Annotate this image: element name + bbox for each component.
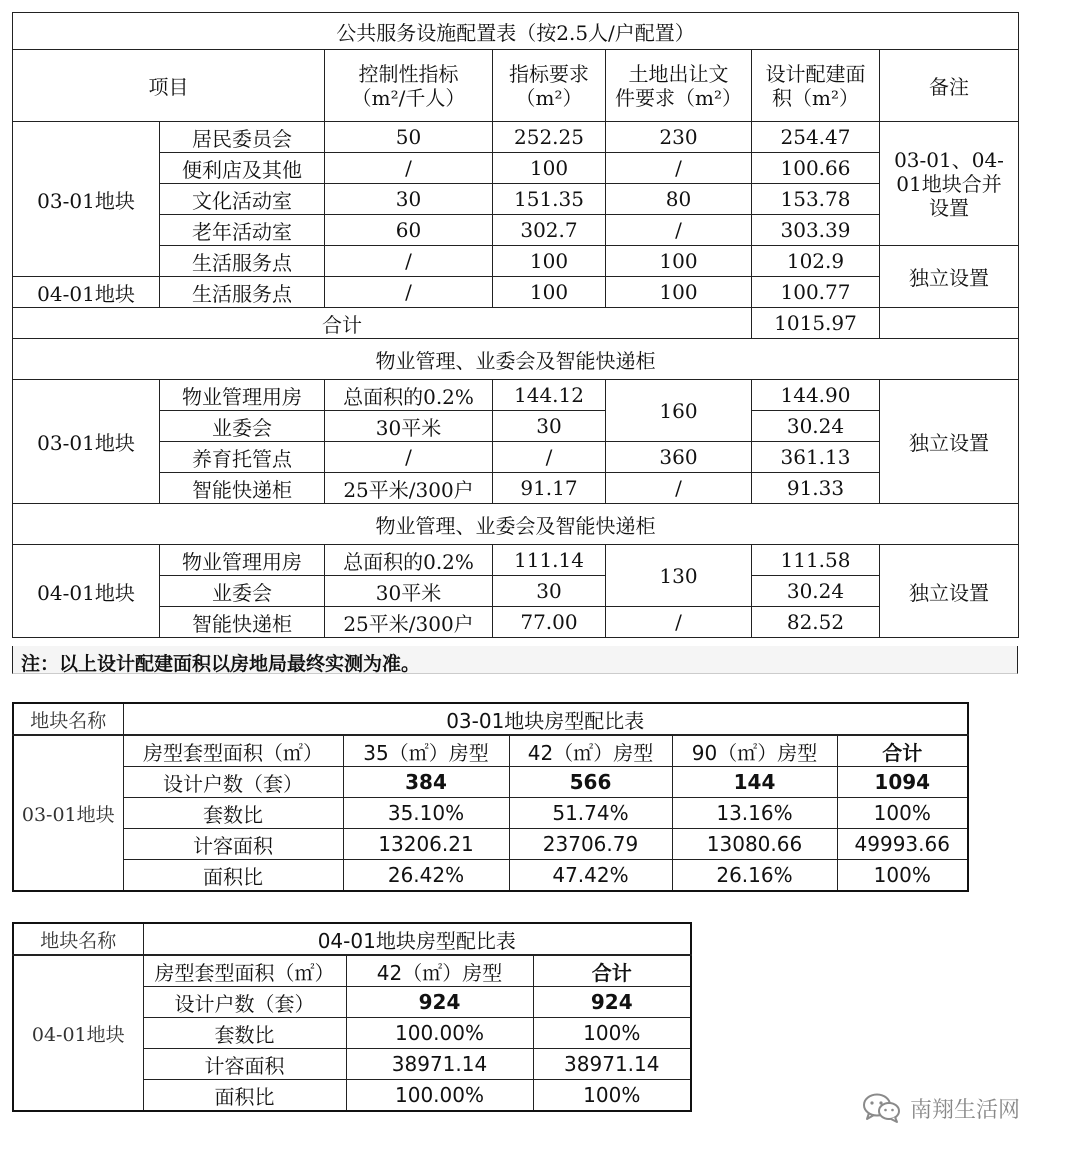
control-value: 25平米/300户 (325, 607, 493, 638)
corner-label: 地块名称 (13, 923, 143, 955)
design-value: 254.47 (752, 122, 880, 153)
cell-value: 13080.66 (672, 829, 837, 860)
table-row (13, 473, 1019, 504)
table-row (13, 767, 968, 798)
land-value: 230 (606, 122, 752, 153)
row-header: 设计户数（套） (143, 987, 346, 1018)
requirement-value: 100 (493, 277, 606, 308)
cell-value: 38971.14 (346, 1049, 533, 1080)
plot-label: 03-01地块 (13, 380, 160, 504)
design-value: 153.78 (752, 184, 880, 215)
table-row (13, 576, 1019, 607)
requirement-value: 100 (493, 246, 606, 277)
land-value: 360 (606, 442, 752, 473)
requirement-value: 252.25 (493, 122, 606, 153)
cell-value: 566 (509, 767, 672, 798)
land-value: 130 (606, 545, 752, 607)
cell-value: 100% (837, 860, 968, 892)
facility-name: 居民委员会 (160, 122, 325, 153)
table-row (13, 798, 968, 829)
cell-value: 1094 (837, 767, 968, 798)
land-value: 100 (606, 277, 752, 308)
control-value: / (325, 442, 493, 473)
land-value: 80 (606, 184, 752, 215)
table-row (13, 122, 1019, 153)
requirement-value: 151.35 (493, 184, 606, 215)
table-row (13, 829, 968, 860)
design-value: 30.24 (752, 411, 880, 442)
table-row (13, 153, 1019, 184)
requirement-value: 111.14 (493, 545, 606, 576)
plot-label: 04-01地块 (13, 955, 143, 1111)
table-title: 公共服务设施配置表（按2.5人/户配置） (13, 13, 1019, 50)
facility-name: 文化活动室 (160, 184, 325, 215)
corner-label: 地块名称 (13, 703, 123, 735)
row-header: 面积比 (123, 860, 343, 892)
table-row (13, 411, 1019, 442)
column-header: 90（㎡）房型 (672, 735, 837, 767)
design-value: 82.52 (752, 607, 880, 638)
table-row (13, 735, 968, 767)
cell-value: 23706.79 (509, 829, 672, 860)
table-title: 03-01地块房型配比表 (123, 703, 968, 735)
column-header: 35（㎡）房型 (343, 735, 509, 767)
control-value: 30 (325, 184, 493, 215)
facility-name: 便利店及其他 (160, 153, 325, 184)
land-value: 100 (606, 246, 752, 277)
control-value: / (325, 246, 493, 277)
land-value: / (606, 153, 752, 184)
total-remark-empty (880, 308, 1019, 339)
column-header: 42（㎡）房型 (509, 735, 672, 767)
unit-mix-table-0401 (12, 922, 692, 1112)
facility-name: 生活服务点 (160, 277, 325, 308)
table-row (13, 246, 1019, 277)
remark-independent: 独立设置 (880, 246, 1019, 308)
control-value: 50 (325, 122, 493, 153)
control-value: 25平米/300户 (325, 473, 493, 504)
row-header: 套数比 (143, 1018, 346, 1049)
facility-name: 物业管理用房 (160, 380, 325, 411)
requirement-value: 302.7 (493, 215, 606, 246)
unit-mix-table-0301 (12, 702, 969, 892)
design-value: 144.90 (752, 380, 880, 411)
section-title: 物业管理、业委会及智能快递柜 (13, 339, 1019, 380)
design-value: 30.24 (752, 576, 880, 607)
design-value: 361.13 (752, 442, 880, 473)
table-row (13, 215, 1019, 246)
control-value: / (325, 153, 493, 184)
cell-value: 26.42% (343, 860, 509, 892)
wechat-icon (862, 1092, 902, 1124)
control-value: 总面积的0.2% (325, 380, 493, 411)
cell-value: 13206.21 (343, 829, 509, 860)
facility-name: 老年活动室 (160, 215, 325, 246)
control-value: 60 (325, 215, 493, 246)
cell-value: 100.00% (346, 1080, 533, 1112)
column-header-total: 合计 (837, 735, 968, 767)
cell-value: 384 (343, 767, 509, 798)
remark-independent: 独立设置 (880, 380, 1019, 504)
requirement-value: / (493, 442, 606, 473)
header-remark: 备注 (880, 50, 1019, 122)
facility-name: 生活服务点 (160, 246, 325, 277)
header-control: 控制性指标 （m²/千人） (325, 50, 493, 122)
design-value: 303.39 (752, 215, 880, 246)
public-facilities-table (12, 12, 1019, 638)
table-row (13, 277, 1019, 308)
row-header: 计容面积 (143, 1049, 346, 1080)
table-title: 04-01地块房型配比表 (143, 923, 691, 955)
requirement-value: 77.00 (493, 607, 606, 638)
plot-label: 03-01地块 (13, 122, 160, 277)
row-header: 房型套型面积（㎡） (123, 735, 343, 767)
table-row (13, 380, 1019, 411)
watermark (862, 1092, 1020, 1124)
land-value: / (606, 473, 752, 504)
plot-label: 04-01地块 (13, 277, 160, 308)
note-box (12, 646, 1018, 674)
header-land-transfer: 土地出让文 件要求（m²） (606, 50, 752, 122)
watermark-text: 南翔生活网 (910, 1097, 1021, 1123)
facility-name: 智能快递柜 (160, 473, 325, 504)
cell-value: 38971.14 (533, 1049, 691, 1080)
plot-label: 03-01地块 (13, 735, 123, 891)
land-value: / (606, 607, 752, 638)
header-requirement: 指标要求 （m²） (493, 50, 606, 122)
design-value: 102.9 (752, 246, 880, 277)
cell-value: 26.16% (672, 860, 837, 892)
control-value: 总面积的0.2% (325, 545, 493, 576)
facility-name: 业委会 (160, 411, 325, 442)
plot-label: 04-01地块 (13, 545, 160, 638)
cell-value: 47.42% (509, 860, 672, 892)
cell-value: 100% (533, 1018, 691, 1049)
cell-value: 924 (533, 987, 691, 1018)
note-text: 注：以上设计配建面积以房地局最终实测为准。 (21, 653, 421, 675)
row-header: 房型套型面积（㎡） (143, 955, 346, 987)
facility-name: 养育托管点 (160, 442, 325, 473)
remark-independent: 独立设置 (880, 545, 1019, 638)
requirement-value: 30 (493, 576, 606, 607)
cell-value: 51.74% (509, 798, 672, 829)
total-value: 1015.97 (752, 308, 880, 339)
row-header: 套数比 (123, 798, 343, 829)
total-label: 合计 (13, 308, 752, 339)
cell-value: 13.16% (672, 798, 837, 829)
cell-value: 100% (533, 1080, 691, 1112)
control-value: / (325, 277, 493, 308)
row-header: 计容面积 (123, 829, 343, 860)
header-item: 项目 (13, 50, 325, 122)
control-value: 30平米 (325, 411, 493, 442)
column-header: 42（㎡）房型 (346, 955, 533, 987)
table-row (13, 184, 1019, 215)
total-row (13, 308, 1019, 339)
cell-value: 35.10% (343, 798, 509, 829)
requirement-value: 100 (493, 153, 606, 184)
design-value: 100.66 (752, 153, 880, 184)
cell-value: 100% (837, 798, 968, 829)
requirement-value: 30 (493, 411, 606, 442)
design-value: 91.33 (752, 473, 880, 504)
row-header: 设计户数（套） (123, 767, 343, 798)
facility-name: 智能快递柜 (160, 607, 325, 638)
land-value: 160 (606, 380, 752, 442)
cell-value: 144 (672, 767, 837, 798)
table-row (13, 955, 691, 987)
design-value: 100.77 (752, 277, 880, 308)
remark-merged: 03-01、04- 01地块合并 设置 (880, 122, 1019, 246)
cell-value: 924 (346, 987, 533, 1018)
requirement-value: 144.12 (493, 380, 606, 411)
requirement-value: 91.17 (493, 473, 606, 504)
header-design-area: 设计配建面 积（m²） (752, 50, 880, 122)
land-value: / (606, 215, 752, 246)
cell-value: 49993.66 (837, 829, 968, 860)
table-row (13, 607, 1019, 638)
table-row (13, 442, 1019, 473)
row-header: 面积比 (143, 1080, 346, 1112)
table-row (13, 860, 968, 892)
design-value: 111.58 (752, 545, 880, 576)
column-header-total: 合计 (533, 955, 691, 987)
section-title: 物业管理、业委会及智能快递柜 (13, 504, 1019, 545)
table-row (13, 545, 1019, 576)
control-value: 30平米 (325, 576, 493, 607)
facility-name: 物业管理用房 (160, 545, 325, 576)
cell-value: 100.00% (346, 1018, 533, 1049)
facility-name: 业委会 (160, 576, 325, 607)
